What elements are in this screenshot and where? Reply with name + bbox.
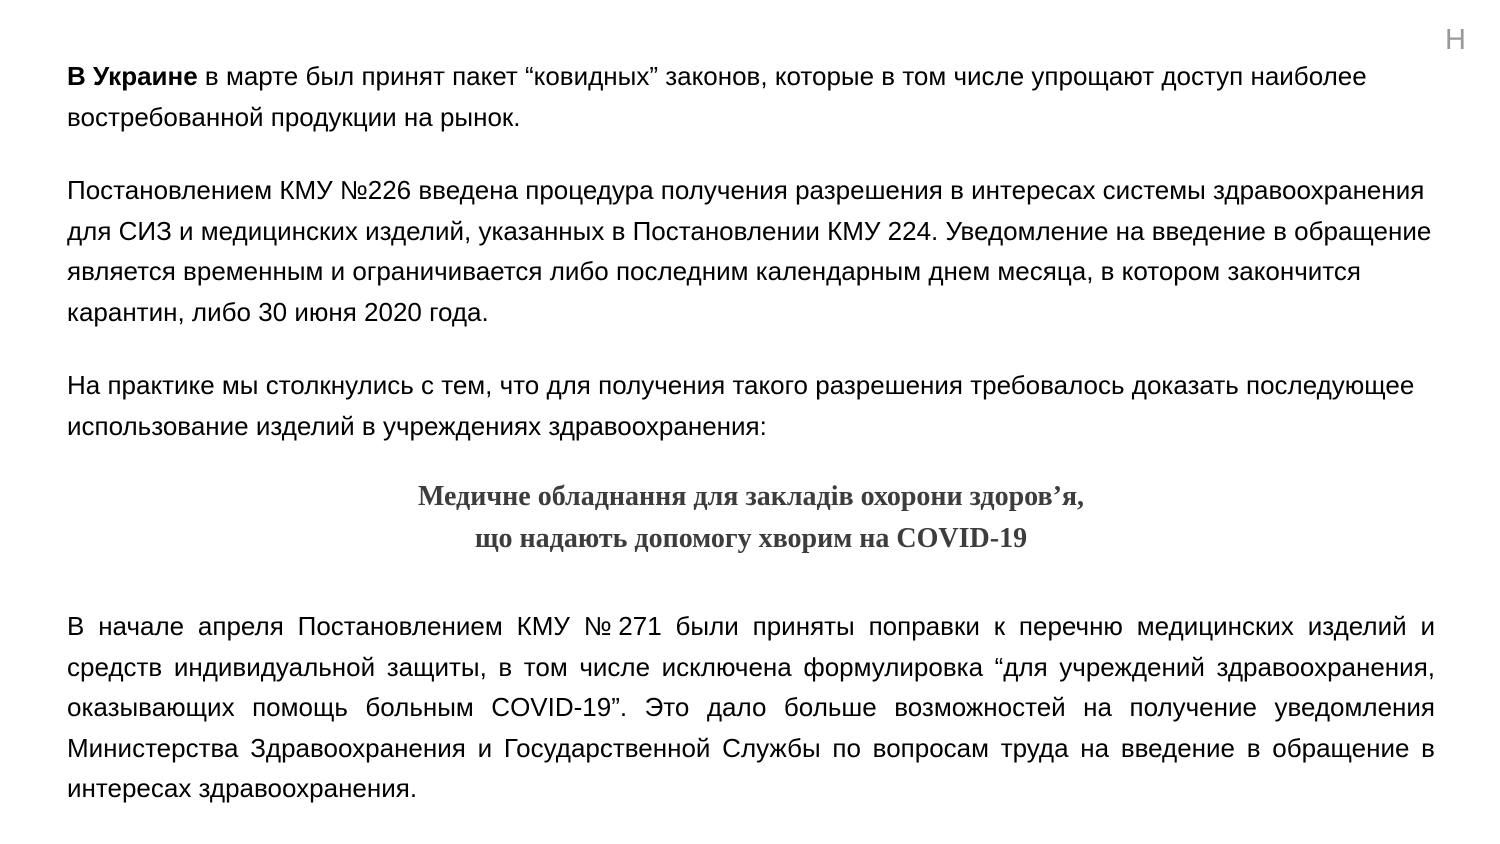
paragraph-practice: На практике мы столкнулись с тем, что для получения такого разрешения требовалось доказать последующее использование изделий в учреждениях здравоохранения: [67,370,1415,441]
paragraph-intro [67,56,1435,137]
paragraph-resolution-226: Постановлением КМУ №226 введена процедура получения разрешения в интересах системы здравоохранения для СИЗ и медицинских изделий, указанных в Постановлении КМУ 224. Уведомление на введение в обращение является временным и ограничивается либо последним календарным днем месяца, в котором закончится карантин, либо 30 июня 2020 года. [67,175,1432,327]
quoted-requirement-line-2: що надають допомогу хворим на COVID-19 [474,523,1028,554]
paragraph-intro-text: в марте был принят пакет “ковидных” законов, которые в том числе упрощают доступ наиболее востребованной продукции на рынок. [67,61,1367,132]
document-body [67,56,1435,809]
corner-mark: Н [1445,24,1466,56]
quoted-requirement [67,476,1435,560]
paragraph-intro-bold: В Украине [67,61,198,91]
quoted-requirement-line-1: Медичне обладнання для закладів охорони здоров’я, [417,481,1085,512]
paragraph-resolution-271: В начале апреля Постановлением КМУ №271 были приняты поправки к перечню медицинских изделий и средств индивидуальной защиты, в том числе исключена формулировка “для учреждений здравоохранения, оказывающих помощь больным COVID-19”. Это дало больше возможностей на получение уведомления Министерства Здравоохранения и Государственной Службы по вопросам труда на введение в обращение в интересах здравоохранения. [67,611,1435,803]
